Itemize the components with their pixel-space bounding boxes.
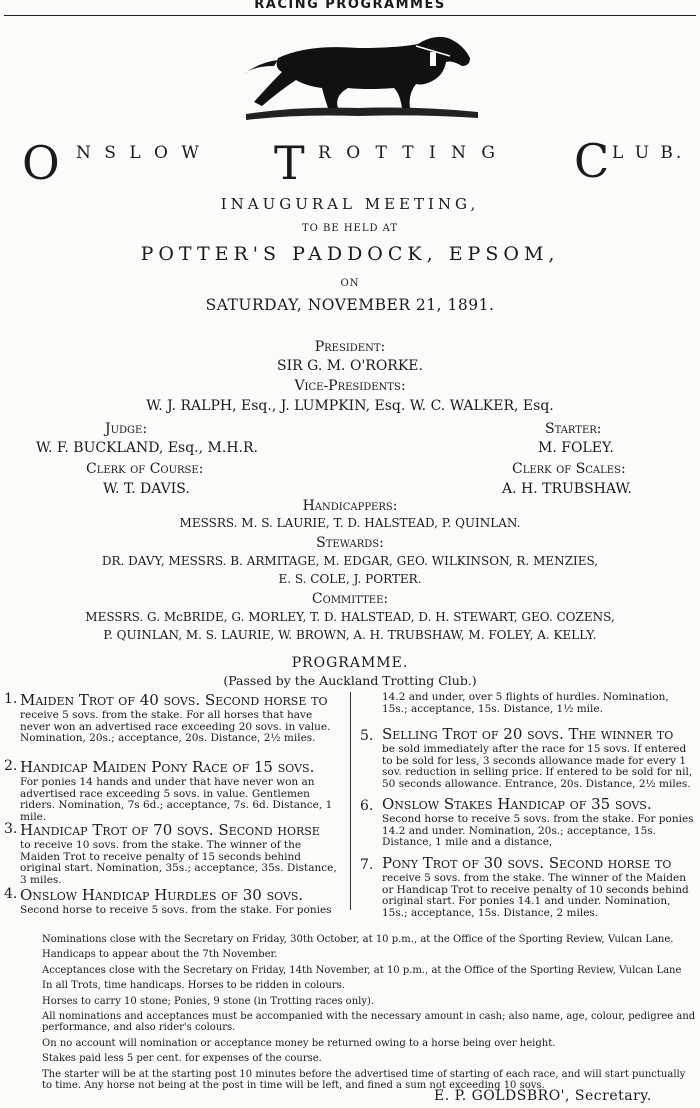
programme-subtitle: (Passed by the Auckland Trotting Club.) [223,673,477,688]
programme-title: PROGRAMME. [291,655,409,671]
race-heading: Pony Trot of 30 sovs. Second horse to [382,854,672,872]
note: Handicaps to appear about the 7th November. [42,949,278,961]
race-body: receive 5 sovs. from the stake. The winner of the Maiden or Handicap Trot to receive penalty of 10 seconds behind original start. For ponies 14.1 and under. Nomination, 15s.; acceptance, 15s. Distance, 2 miles. [382,872,689,919]
race-body: receive 5 sovs. from the stake. For all horses that have never won an advertised race exceeding 20 sovs. in value. Nomination, 20s.; acceptance, 20s. Distance, 2½ miles. [20,709,331,744]
clerk-of-course-name: W. T. DAVIS. [103,481,190,497]
race-body: to receive 10 sovs. from the stake. The winner of the Maiden Trot to receive penalty of 15 seconds behind original start. Nomination, 35s.; acceptance, 35s. Distance, 3 miles. [20,839,337,886]
on-label: ON [340,278,360,289]
handicappers: MESSRS. M. S. LAURIE, T. D. HALSTEAD, P. QUINLAN. [179,516,521,530]
running-title: RACING PROGRAMMES [254,0,446,12]
trotting-horse-illustration [238,22,488,122]
race-number: 6. [360,798,374,814]
note: Nominations close with the Secretary on Friday, 30th October, at 10 p.m., at the Office of the Sporting Review, Vulcan Lane. [42,934,674,945]
note: Acceptances close with the Secretary on Friday, 14th November, at 10 p.m., at the Office of the Sporting Review, Vulcan Lane [42,964,682,976]
starter-label: Starter: [545,421,602,437]
column-divider [350,692,351,910]
president-label: President: [314,339,386,355]
judge-name: W. F. BUCKLAND, Esq., M.H.R. [36,440,258,456]
judge-label: Judge: [105,421,148,437]
meeting-title: INAUGURAL MEETING, [220,195,480,213]
race-heading: Onslow Stakes Handicap of 35 sovs. [382,795,652,813]
committee-line-2: P. QUINLAN, M. S. LAURIE, W. BROWN, A. H. TRUBSHAW, M. FOLEY, A. KELLY. [103,628,597,642]
race-number: 3. [4,821,18,837]
note: The starter will be at the starting post 10 minutes before the advertised time of starting of each race, and will start punctually to time. Any horse not being at the post in time will be left, and fined a sum not exceeding 10 sovs. [42,1068,686,1092]
club-initial-c: C [574,134,610,188]
stewards-line-2: E. S. COLE, J. PORTER. [278,572,422,586]
note: Stakes paid less 5 per cent. for expenses of the course. [42,1053,322,1065]
race-body: Second horse to receive 5 sovs. from the stake. For ponies [20,904,332,916]
club-initial-t: T [274,136,305,190]
clerk-of-scales-label: Clerk of Scales: [512,461,626,477]
race-heading: Selling Trot of 20 sovs. The winner to [382,725,674,743]
vice-presidents-label: Vice-Presidents: [294,378,406,394]
clerk-of-scales-name: A. H. TRUBSHAW. [502,481,632,497]
stewards-line-1: DR. DAVY, MESSRS. B. ARMITAGE, M. EDGAR, GEO. WILKINSON, R. MENZIES, [101,554,599,568]
race-heading: Handicap Trot of 70 sovs. Second horse [20,821,320,839]
signature: E. P. GOLDSBRO', Secretary. [434,1088,652,1104]
notes-section [18,934,696,1091]
race-number: 2. [4,758,18,774]
vice-presidents: W. J. RALPH, Esq., J. LUMPKIN, Esq. W. C. WALKER, Esq. [146,398,554,414]
race-4-continued: 14.2 and under, over 5 flights of hurdles. Nomination, 15s.; acceptance, 15s. Distance, 1½ mile. [382,691,669,715]
race-number: 4. [4,886,18,902]
club-word-trotting: R O T T I N G [318,143,501,163]
committee-line-1: MESSRS. G. McBRIDE, G. MORLEY, T. D. HALSTEAD, D. H. STEWART, GEO. COZENS, [85,610,615,624]
meeting-date: SATURDAY, NOVEMBER 21, 1891. [205,296,495,314]
stewards-label: Stewards: [316,535,384,551]
race-number: 5. [360,728,374,744]
handicappers-label: Handicappers: [302,498,398,514]
race-number: 1. [4,691,18,707]
venue: POTTER'S PADDOCK, EPSOM, [140,243,560,265]
note: In all Trots, time handicaps. Horses to be ridden in colours. [42,980,345,992]
note: On no account will nomination or acceptance money be returned owing to a horse being over height. [42,1037,556,1049]
race-number: 7. [360,857,374,873]
race-body: For ponies 14 hands and under that have never won an advertised race exceeding 5 sovs. in value. Gentlemen riders. Nomination, 7s 6d.; acceptance, 7s. 6d. Distance, 1 mile. [20,776,333,823]
president: SIR G. M. O'RORKE. [277,358,423,374]
committee-label: Committee: [311,591,389,607]
club-word-onslow: N S L O W [76,143,203,163]
race-heading: Handicap Maiden Pony Race of 15 sovs. [20,758,315,776]
note: All nominations and acceptances must be accompanied with the necessary amount in cash; also name, age, colour, pedigree and performance, and also rider's colours. [42,1011,696,1034]
race-body: Second horse to receive 5 sovs. from the stake. For ponies 14.2 and under. Nomination, 20s.; acceptance, 15s. Distance, 1 mile and a distance, [382,813,694,848]
starter-name: M. FOLEY. [538,440,614,456]
club-word-club: L U B. [612,143,685,163]
header-rule [4,15,696,16]
race-heading: Onslow Handicap Hurdles of 30 sovs. [20,886,304,904]
race-body: be sold immediately after the race for 15 sovs. If entered to be sold for less, 3 seconds allowance made for every 1 sov. reduction in selling price. If entered to be sold for nil, 50 seconds allowance. Entrance, 20s. Distance, 2½ miles. [382,743,693,790]
clerk-of-course-label: Clerk of Course: [86,461,204,477]
note: Horses to carry 10 stone; Ponies, 9 stone (in Trotting races only). [42,995,375,1007]
club-initial-o: O [22,136,60,190]
to-be-held: TO BE HELD AT [301,223,399,234]
race-heading: Maiden Trot of 40 sovs. Second horse to [20,691,328,709]
